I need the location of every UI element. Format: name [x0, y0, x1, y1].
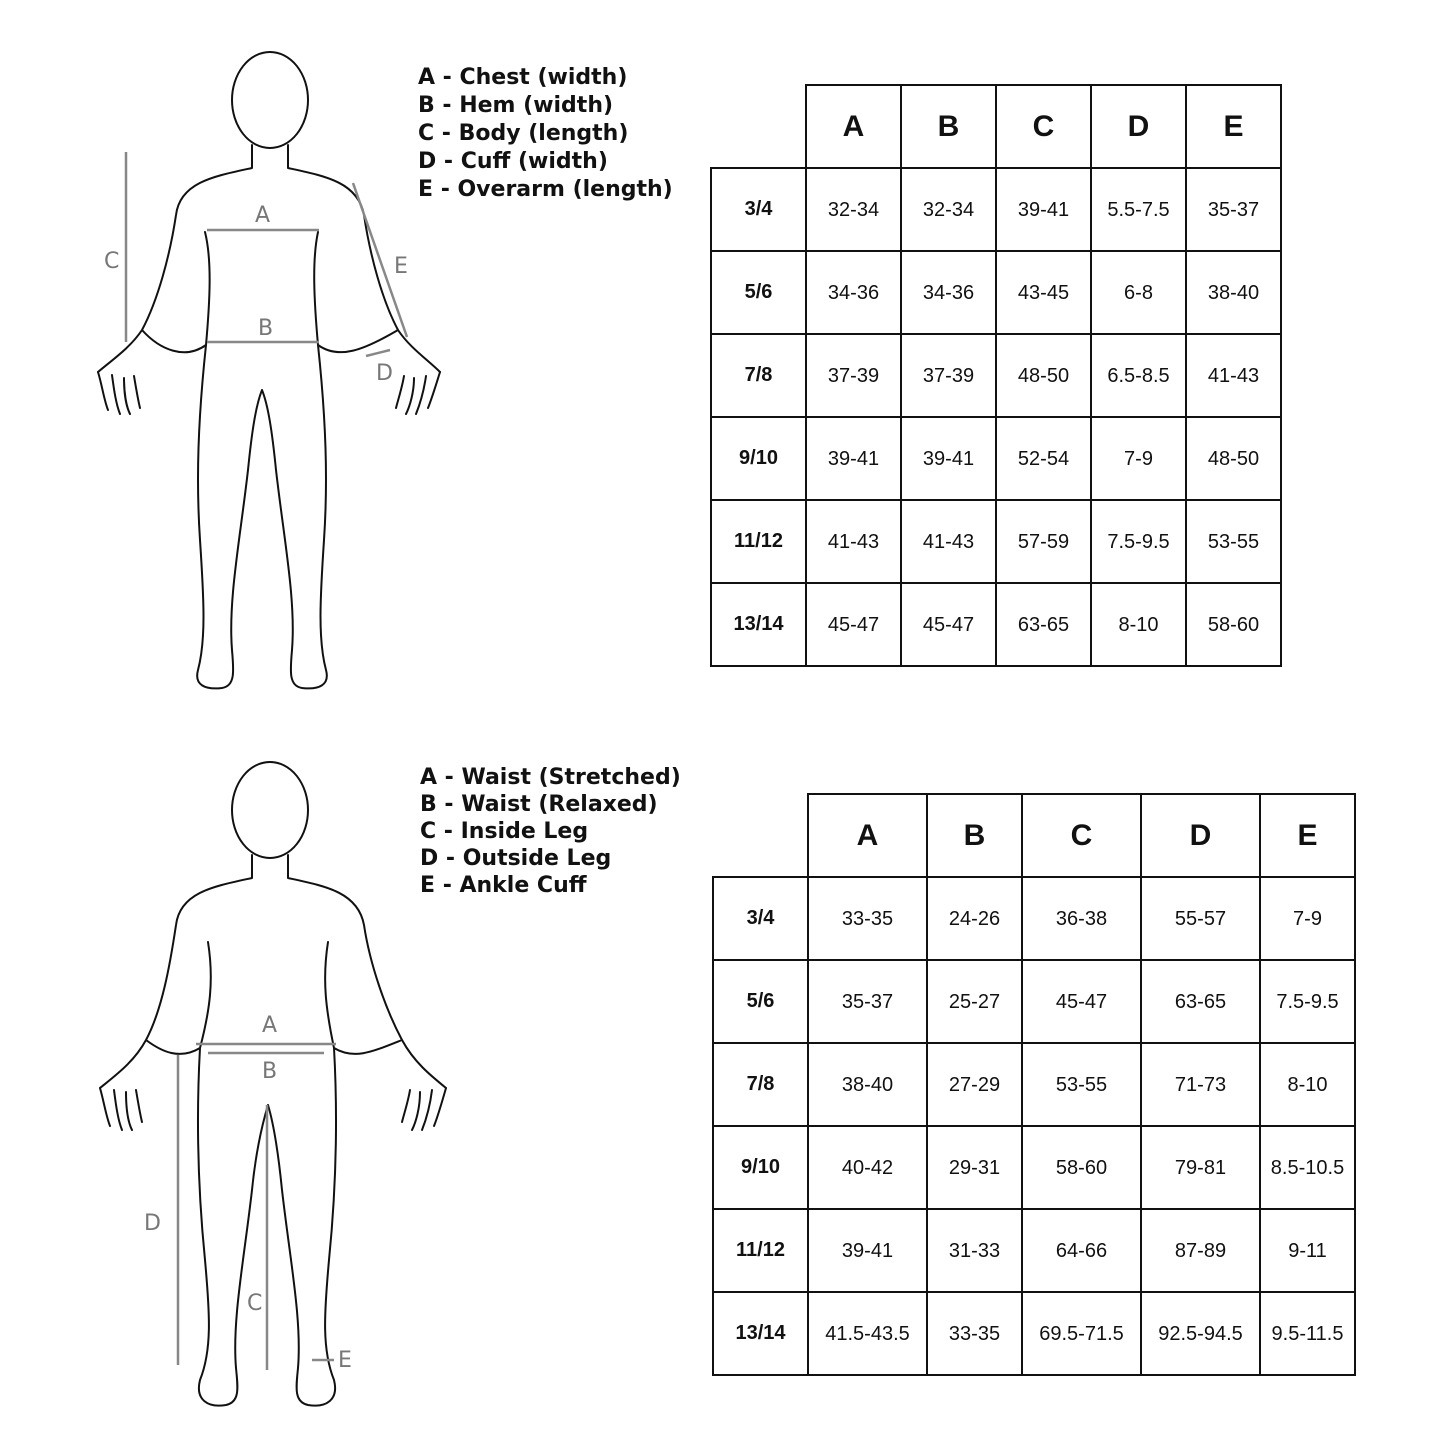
table-cell: 27-29 — [927, 1043, 1022, 1126]
table-row — [711, 251, 1281, 334]
legend-item: C - Body (length) — [418, 121, 629, 146]
table-cell: 7.5-9.5 — [1091, 500, 1186, 583]
table-cell: 25-27 — [927, 960, 1022, 1043]
table-cell: 53-55 — [1022, 1043, 1141, 1126]
figure-label-e: E — [338, 1348, 352, 1373]
legend-item: A - Chest (width) — [418, 65, 628, 90]
table-row — [711, 334, 1281, 417]
table-cell: 63-65 — [1141, 960, 1260, 1043]
table-cell: 64-66 — [1022, 1209, 1141, 1292]
table-cell: 58-60 — [1022, 1126, 1141, 1209]
bottom-section — [0, 740, 1445, 1445]
column-header: B — [927, 794, 1022, 877]
size-label: 11/12 — [713, 1209, 808, 1292]
column-header: A — [806, 85, 901, 168]
table-cell: 79-81 — [1141, 1126, 1260, 1209]
table-cell: 39-41 — [996, 168, 1091, 251]
header-row — [713, 794, 1355, 877]
table-cell: 6.5-8.5 — [1091, 334, 1186, 417]
legend-item: E - Overarm (length) — [418, 177, 673, 202]
table-cell: 41.5-43.5 — [808, 1292, 927, 1375]
table-cell: 57-59 — [996, 500, 1091, 583]
legend-item: D - Outside Leg — [420, 846, 612, 871]
table-cell: 39-41 — [808, 1209, 927, 1292]
figure-label-c: C — [247, 1291, 263, 1316]
table-cell: 7.5-9.5 — [1260, 960, 1355, 1043]
table-cell: 34-36 — [901, 251, 996, 334]
column-header: B — [901, 85, 996, 168]
table-row — [711, 583, 1281, 666]
table-cell: 58-60 — [1186, 583, 1281, 666]
table-row — [711, 168, 1281, 251]
top-size-table — [710, 84, 1282, 667]
table-cell: 45-47 — [901, 583, 996, 666]
measurement-lines — [178, 1044, 336, 1370]
size-label: 9/10 — [713, 1126, 808, 1209]
table-cell: 29-31 — [927, 1126, 1022, 1209]
table-cell: 37-39 — [901, 334, 996, 417]
size-label: 5/6 — [713, 960, 808, 1043]
legend-item: B - Waist (Relaxed) — [420, 792, 658, 817]
table-cell: 71-73 — [1141, 1043, 1260, 1126]
table-cell: 45-47 — [1022, 960, 1141, 1043]
table-cell: 36-38 — [1022, 877, 1141, 960]
table-cell: 8-10 — [1260, 1043, 1355, 1126]
column-header: E — [1186, 85, 1281, 168]
figure-label-e: E — [394, 254, 408, 279]
figure-label-b: B — [262, 1059, 278, 1084]
table-cell: 7-9 — [1260, 877, 1355, 960]
legend-item: D - Cuff (width) — [418, 149, 608, 174]
table-cell: 33-35 — [927, 1292, 1022, 1375]
size-label: 7/8 — [711, 334, 806, 417]
column-header: C — [1022, 794, 1141, 877]
figure-label-a: A — [262, 1013, 278, 1038]
corner-cell — [713, 794, 808, 877]
size-label: 7/8 — [713, 1043, 808, 1126]
table-cell: 41-43 — [901, 500, 996, 583]
table-cell: 69.5-71.5 — [1022, 1292, 1141, 1375]
table-cell: 52-54 — [996, 417, 1091, 500]
figure-label-c: C — [104, 249, 120, 274]
table-cell: 9-11 — [1260, 1209, 1355, 1292]
figure-label-d: D — [144, 1211, 161, 1236]
size-label: 13/14 — [713, 1292, 808, 1375]
table-cell: 39-41 — [901, 417, 996, 500]
figure-label-d: D — [376, 361, 393, 386]
table-row — [713, 877, 1355, 960]
size-label: 9/10 — [711, 417, 806, 500]
cuff-line — [366, 350, 390, 356]
table-cell: 38-40 — [808, 1043, 927, 1126]
table-cell: 8-10 — [1091, 583, 1186, 666]
figure-label-b: B — [258, 316, 274, 341]
column-header: D — [1091, 85, 1186, 168]
table-row — [713, 1292, 1355, 1375]
size-label: 11/12 — [711, 500, 806, 583]
table-cell: 33-35 — [808, 877, 927, 960]
legend-item: A - Waist (Stretched) — [420, 765, 681, 790]
column-header: D — [1141, 794, 1260, 877]
figure-label-a: A — [255, 203, 271, 228]
bottom-measurement-legend — [420, 764, 681, 899]
table-cell: 63-65 — [996, 583, 1091, 666]
legend-item: B - Hem (width) — [418, 93, 614, 118]
table-cell: 41-43 — [1186, 334, 1281, 417]
table-cell: 41-43 — [806, 500, 901, 583]
table-row — [713, 1126, 1355, 1209]
table-row — [713, 1209, 1355, 1292]
top-section — [0, 0, 1445, 720]
header-row — [711, 85, 1281, 168]
size-label: 3/4 — [713, 877, 808, 960]
corner-cell — [711, 85, 806, 168]
table-cell: 37-39 — [806, 334, 901, 417]
size-label: 3/4 — [711, 168, 806, 251]
table-cell: 55-57 — [1141, 877, 1260, 960]
table-cell: 24-26 — [927, 877, 1022, 960]
top-measurement-legend — [418, 64, 673, 204]
table-cell: 32-34 — [806, 168, 901, 251]
table-cell: 43-45 — [996, 251, 1091, 334]
table-cell: 7-9 — [1091, 417, 1186, 500]
table-cell: 48-50 — [996, 334, 1091, 417]
column-header: C — [996, 85, 1091, 168]
table-cell: 31-33 — [927, 1209, 1022, 1292]
table-row — [713, 960, 1355, 1043]
table-cell: 38-40 — [1186, 251, 1281, 334]
table-cell: 87-89 — [1141, 1209, 1260, 1292]
legend-item: C - Inside Leg — [420, 819, 589, 844]
table-cell: 35-37 — [1186, 168, 1281, 251]
table-cell: 34-36 — [806, 251, 901, 334]
table-cell: 48-50 — [1186, 417, 1281, 500]
table-cell: 8.5-10.5 — [1260, 1126, 1355, 1209]
table-row — [713, 1043, 1355, 1126]
table-cell: 32-34 — [901, 168, 996, 251]
column-header: E — [1260, 794, 1355, 877]
table-cell: 6-8 — [1091, 251, 1186, 334]
table-cell: 92.5-94.5 — [1141, 1292, 1260, 1375]
table-row — [711, 417, 1281, 500]
table-cell: 53-55 — [1186, 500, 1281, 583]
bottom-size-table — [712, 793, 1356, 1376]
table-cell: 39-41 — [806, 417, 901, 500]
column-header: A — [808, 794, 927, 877]
legend-item: E - Ankle Cuff — [420, 873, 587, 898]
table-row — [711, 500, 1281, 583]
table-cell: 45-47 — [806, 583, 901, 666]
size-label: 13/14 — [711, 583, 806, 666]
table-cell: 9.5-11.5 — [1260, 1292, 1355, 1375]
table-cell: 5.5-7.5 — [1091, 168, 1186, 251]
size-label: 5/6 — [711, 251, 806, 334]
table-cell: 40-42 — [808, 1126, 927, 1209]
table-cell: 35-37 — [808, 960, 927, 1043]
